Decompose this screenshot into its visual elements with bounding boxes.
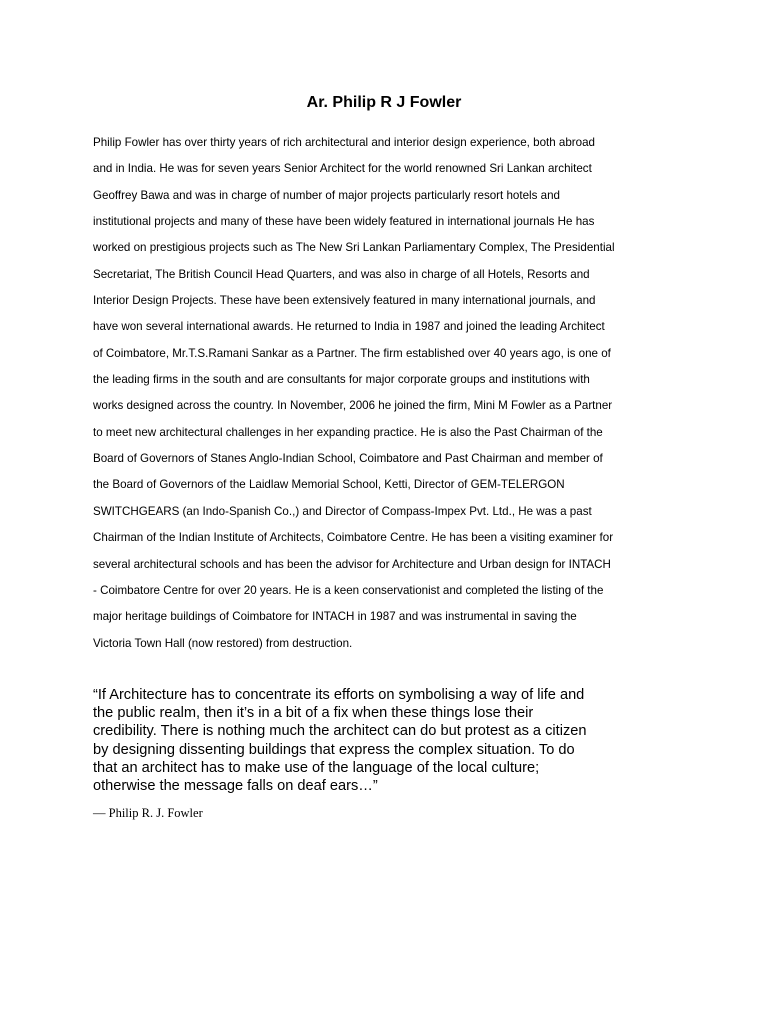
biography-line: of Coimbatore, Mr.T.S.Ramani Sankar as a Partner. The firm established over 40 years ago, is one of bbox=[93, 346, 611, 360]
biography-line: Philip Fowler has over thirty years of rich architectural and interior design experience, both abroad bbox=[93, 136, 596, 149]
quote-attribution: — Philip R. J. Fowler bbox=[93, 806, 203, 820]
biography-line: the Board of Governors of the Laidlaw Memorial School, Ketti, Director of GEM-TELERGON bbox=[93, 478, 565, 492]
biography-line: major heritage buildings of Coimbatore for INTACH in 1987 and was instrumental in saving the bbox=[93, 610, 577, 624]
biography-line: Board of Governors of Stanes Anglo-Indian School, Coimbatore and Past Chairman and member of bbox=[93, 452, 603, 466]
quote-line: by designing dissenting buildings that express the complex situation. To do bbox=[93, 741, 575, 758]
biography-line: - Coimbatore Centre for over 20 years. He is a keen conservationist and completed the listing of the bbox=[93, 583, 604, 597]
biography-line: the leading firms in the south and are consultants for major corporate groups and institutions with bbox=[93, 373, 590, 387]
biography-line: Victoria Town Hall (now restored) from destruction. bbox=[93, 636, 353, 650]
biography-line: works designed across the country. In November, 2006 he joined the firm, Mini M Fowler as a Partner bbox=[93, 399, 613, 413]
biography-line: Interior Design Projects. These have been extensively featured in many international journals, and bbox=[93, 294, 596, 308]
biography-line: Chairman of the Indian Institute of Architects, Coimbatore Centre. He has been a visiting examiner for bbox=[93, 531, 614, 545]
quote-line: otherwise the message falls on deaf ears…” bbox=[93, 778, 378, 795]
biography-line: have won several international awards. He returned to India in 1987 and joined the leading Architect bbox=[93, 320, 605, 334]
biography-line: and in India. He was for seven years Senior Architect for the world renowned Sri Lankan architect bbox=[93, 162, 592, 176]
page-title: Ar. Philip R J Fowler bbox=[306, 94, 462, 111]
quote-line: credibility. There is nothing much the architect can do but protest as a citizen bbox=[93, 723, 587, 740]
biography-line: SWITCHGEARS (an Indo-Spanish Co.,) and Director of Compass-Impex Pvt. Ltd., He was a past bbox=[93, 504, 592, 518]
biography-paragraph bbox=[93, 130, 683, 657]
quote-block bbox=[93, 686, 693, 795]
biography-line: to meet new architectural challenges in her expanding practice. He is also the Past Chairman of the bbox=[93, 425, 603, 439]
biography-line: institutional projects and many of these have been widely featured in international journals He has bbox=[93, 215, 595, 229]
quote-line: that an architect has to make use of the language of the local culture; bbox=[93, 759, 540, 776]
quote-line: the public realm, then it’s in a bit of a fix when these things lose their bbox=[93, 705, 534, 722]
biography-line: Secretariat, The British Council Head Quarters, and was also in charge of all Hotels, Resorts and bbox=[93, 267, 590, 281]
biography-line: Geoffrey Bawa and was in charge of number of major projects particularly resort hotels and bbox=[93, 188, 560, 202]
quote-line: “If Architecture has to concentrate its efforts on symbolising a way of life and bbox=[93, 687, 585, 703]
biography-line: several architectural schools and has been the advisor for Architecture and Urban design for INTACH bbox=[93, 557, 611, 571]
biography-line: worked on prestigious projects such as The New Sri Lankan Parliamentary Complex, The Presidential bbox=[93, 241, 615, 255]
